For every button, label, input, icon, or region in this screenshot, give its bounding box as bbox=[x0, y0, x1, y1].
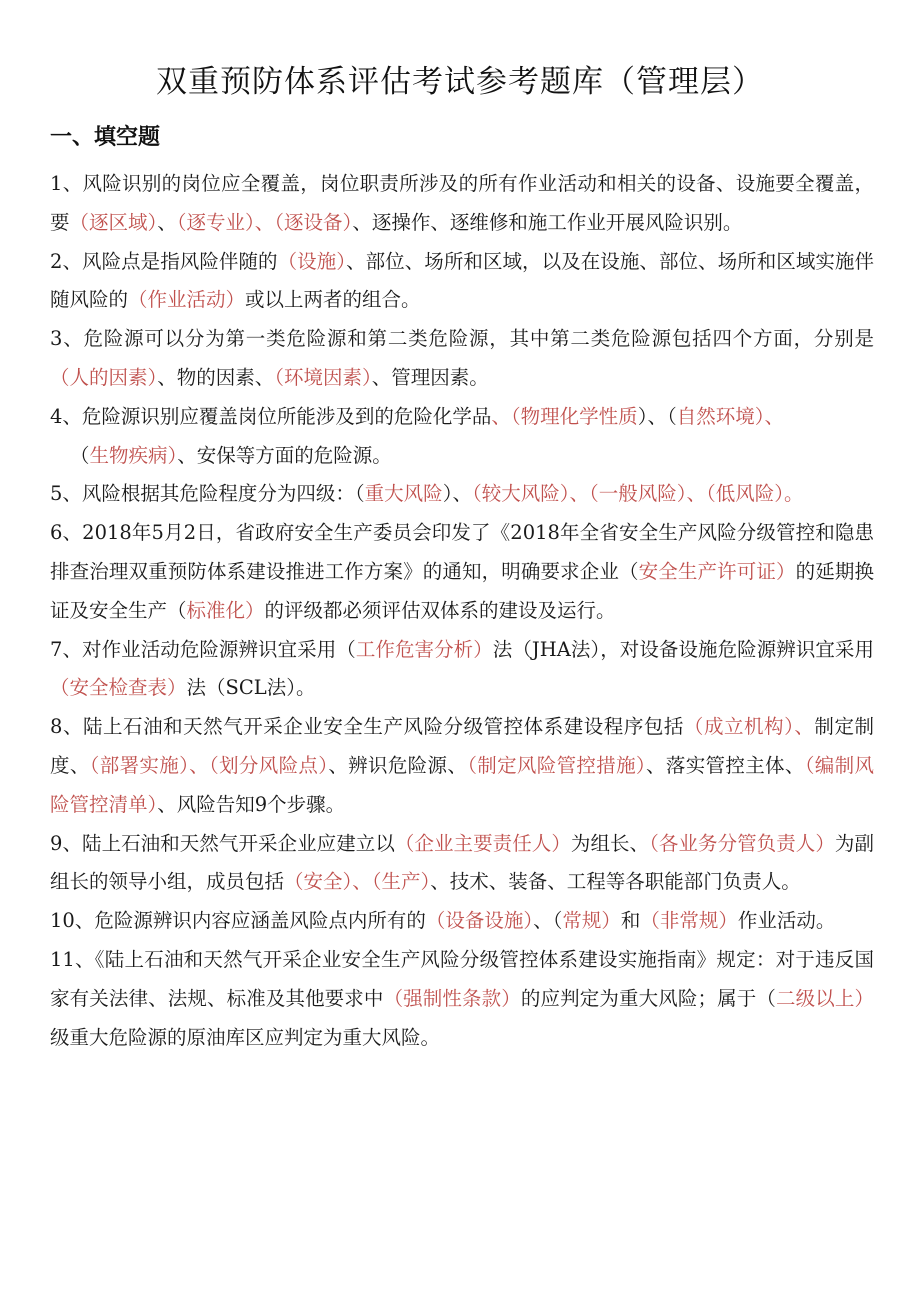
question-text: 6、2018年5月2日，省政府安全生产委员会印发了《2018年全省安全生产风险分级管控和隐患排查治理双重预防体系建设推进工作方案》的通知，明确要求企业（ bbox=[50, 521, 874, 583]
answer-text: 常规） bbox=[562, 909, 621, 933]
question-text: 制定制度、 bbox=[50, 715, 874, 777]
question-text: 9、陆上石油和天然气开采企业应建立以 bbox=[50, 831, 395, 855]
answer-text: （强制性条款） bbox=[383, 986, 521, 1010]
question-text: 的应判定为重大风险；属于（ bbox=[520, 986, 776, 1010]
answer-text: （设施） bbox=[277, 249, 347, 273]
question-text: 、（ bbox=[533, 909, 563, 933]
question-text: 、风险告知9个步骤。 bbox=[157, 792, 346, 816]
question-text: 的评级都必须评估双体系的建设及运行。 bbox=[264, 598, 616, 622]
question-text: 级重大危险源的原油库区应判定为重大风险。 bbox=[50, 1025, 441, 1049]
question-text: 或以上两者的组合。 bbox=[245, 288, 421, 312]
question-text: 、辨识危险源、 bbox=[328, 753, 468, 777]
question-item bbox=[50, 825, 874, 903]
question-text: 的延期换证及安全生产（ bbox=[50, 559, 874, 622]
answer-text: 标准化） bbox=[186, 598, 265, 622]
question-text: 、部位、场所和区域，以及在设施、部位、场所和区域实施伴随风险的 bbox=[50, 249, 874, 312]
question-item bbox=[50, 437, 874, 476]
question-text: 、物的因素、 bbox=[157, 365, 275, 389]
answer-text: 重大风险 bbox=[364, 482, 443, 506]
question-text: ）、（ bbox=[637, 404, 677, 428]
question-item bbox=[50, 514, 874, 630]
answer-text: 、（物理化学性质 bbox=[491, 404, 638, 428]
answer-text: （安全）、（生产） bbox=[284, 870, 431, 894]
answer-text: （设备设施） bbox=[425, 909, 534, 933]
question-text: 、 bbox=[157, 210, 177, 234]
answer-text: （企业主要责任人） bbox=[394, 831, 571, 855]
answer-text: （成立机构）、 bbox=[683, 715, 815, 739]
question-text: 、管理因素。 bbox=[371, 365, 489, 389]
question-text: 10、危险源辨识内容应涵盖风险点内所有的 bbox=[50, 909, 426, 933]
answer-text: 二级以上） bbox=[775, 986, 874, 1010]
answer-text: 安全生产许可证） bbox=[638, 559, 796, 583]
answer-text: 自然环境）、 bbox=[676, 404, 784, 428]
answer-text: （较大风险）、（一般风险）、（低风险）。 bbox=[471, 482, 804, 506]
question-text: 1、风险识别的岗位应全覆盖，岗位职责所涉及的所有作业活动和相关的设备、设施要全覆盖，要 bbox=[50, 172, 874, 234]
answer-text: （部署实施）、（划分风险点） bbox=[89, 753, 329, 777]
question-item bbox=[50, 708, 874, 824]
page-title: 双重预防体系评估考试参考题库（管理层） bbox=[156, 64, 764, 100]
question-list bbox=[50, 165, 874, 1057]
question-text: 、安保等方面的危险源。 bbox=[177, 443, 392, 467]
question-text: 5、风险根据其危险程度分为四级：（ bbox=[50, 482, 365, 506]
question-item bbox=[50, 631, 874, 709]
question-text: 2、风险点是指风险伴随的 bbox=[50, 249, 278, 273]
answer-text: （人的因素） bbox=[50, 365, 158, 389]
answer-text: （逐区域） bbox=[69, 210, 158, 234]
section-heading: 一、填空题 bbox=[50, 125, 161, 150]
answer-text: （编制风险管控清单） bbox=[50, 753, 874, 816]
question-text: 、落实管控主体、 bbox=[646, 753, 805, 777]
question-item bbox=[50, 941, 874, 1057]
answer-text: （非常规） bbox=[640, 909, 738, 933]
question-text: 、逐操作、逐维修和施工作业开展风险识别。 bbox=[352, 210, 743, 234]
question-text: 和 bbox=[620, 909, 641, 933]
answer-text: （逐专业）、（逐设备） bbox=[176, 210, 353, 234]
question-text: 7、对作业活动危险源辨识宜采用（ bbox=[50, 637, 356, 661]
question-text: 法（SCL法）。 bbox=[186, 676, 316, 700]
question-text: 为副组长的领导小组，成员包括 bbox=[50, 831, 874, 894]
question-text: ）、 bbox=[442, 482, 472, 506]
question-item bbox=[50, 320, 874, 398]
question-text: 、技术、装备、工程等各职能部门负责人。 bbox=[430, 870, 801, 894]
question-text: 为组长、 bbox=[570, 831, 650, 855]
question-item bbox=[50, 475, 874, 514]
answer-text: （制定风险管控措施） bbox=[467, 753, 647, 777]
answer-text: （作业活动） bbox=[128, 288, 246, 312]
question-text: 8、陆上石油和天然气开采企业安全生产风险分级管控体系建设程序包括 bbox=[50, 715, 684, 739]
question-text: 4、危险源识别应覆盖岗位所能涉及到的危险化学品 bbox=[50, 404, 492, 428]
answer-text: （各业务分管负责人） bbox=[649, 831, 835, 855]
question-text: 作业活动。 bbox=[737, 909, 836, 933]
question-text: 11、《陆上石油和天然气开采企业安全生产风险分级管控体系建设实施指南》规定：对于违反国家有关法律、法规、标准及其他要求中 bbox=[50, 947, 874, 1010]
question-item bbox=[50, 902, 874, 941]
question-item bbox=[50, 243, 874, 321]
question-text: 法（JHA法），对设备设施危险源辨识宜采用 bbox=[492, 637, 874, 661]
answer-text: （环境因素） bbox=[274, 365, 372, 389]
answer-text: （安全检查表） bbox=[50, 676, 187, 700]
answer-text: 工作危害分析） bbox=[355, 637, 493, 661]
question-item bbox=[50, 398, 874, 437]
question-text: （ bbox=[70, 443, 90, 467]
question-text: 3、危险源可以分为第一类危险源和第二类危险源，其中第二类危险源包括四个方面，分别是 bbox=[50, 327, 874, 351]
answer-text: 生物疾病） bbox=[89, 443, 178, 467]
question-item bbox=[50, 165, 874, 243]
